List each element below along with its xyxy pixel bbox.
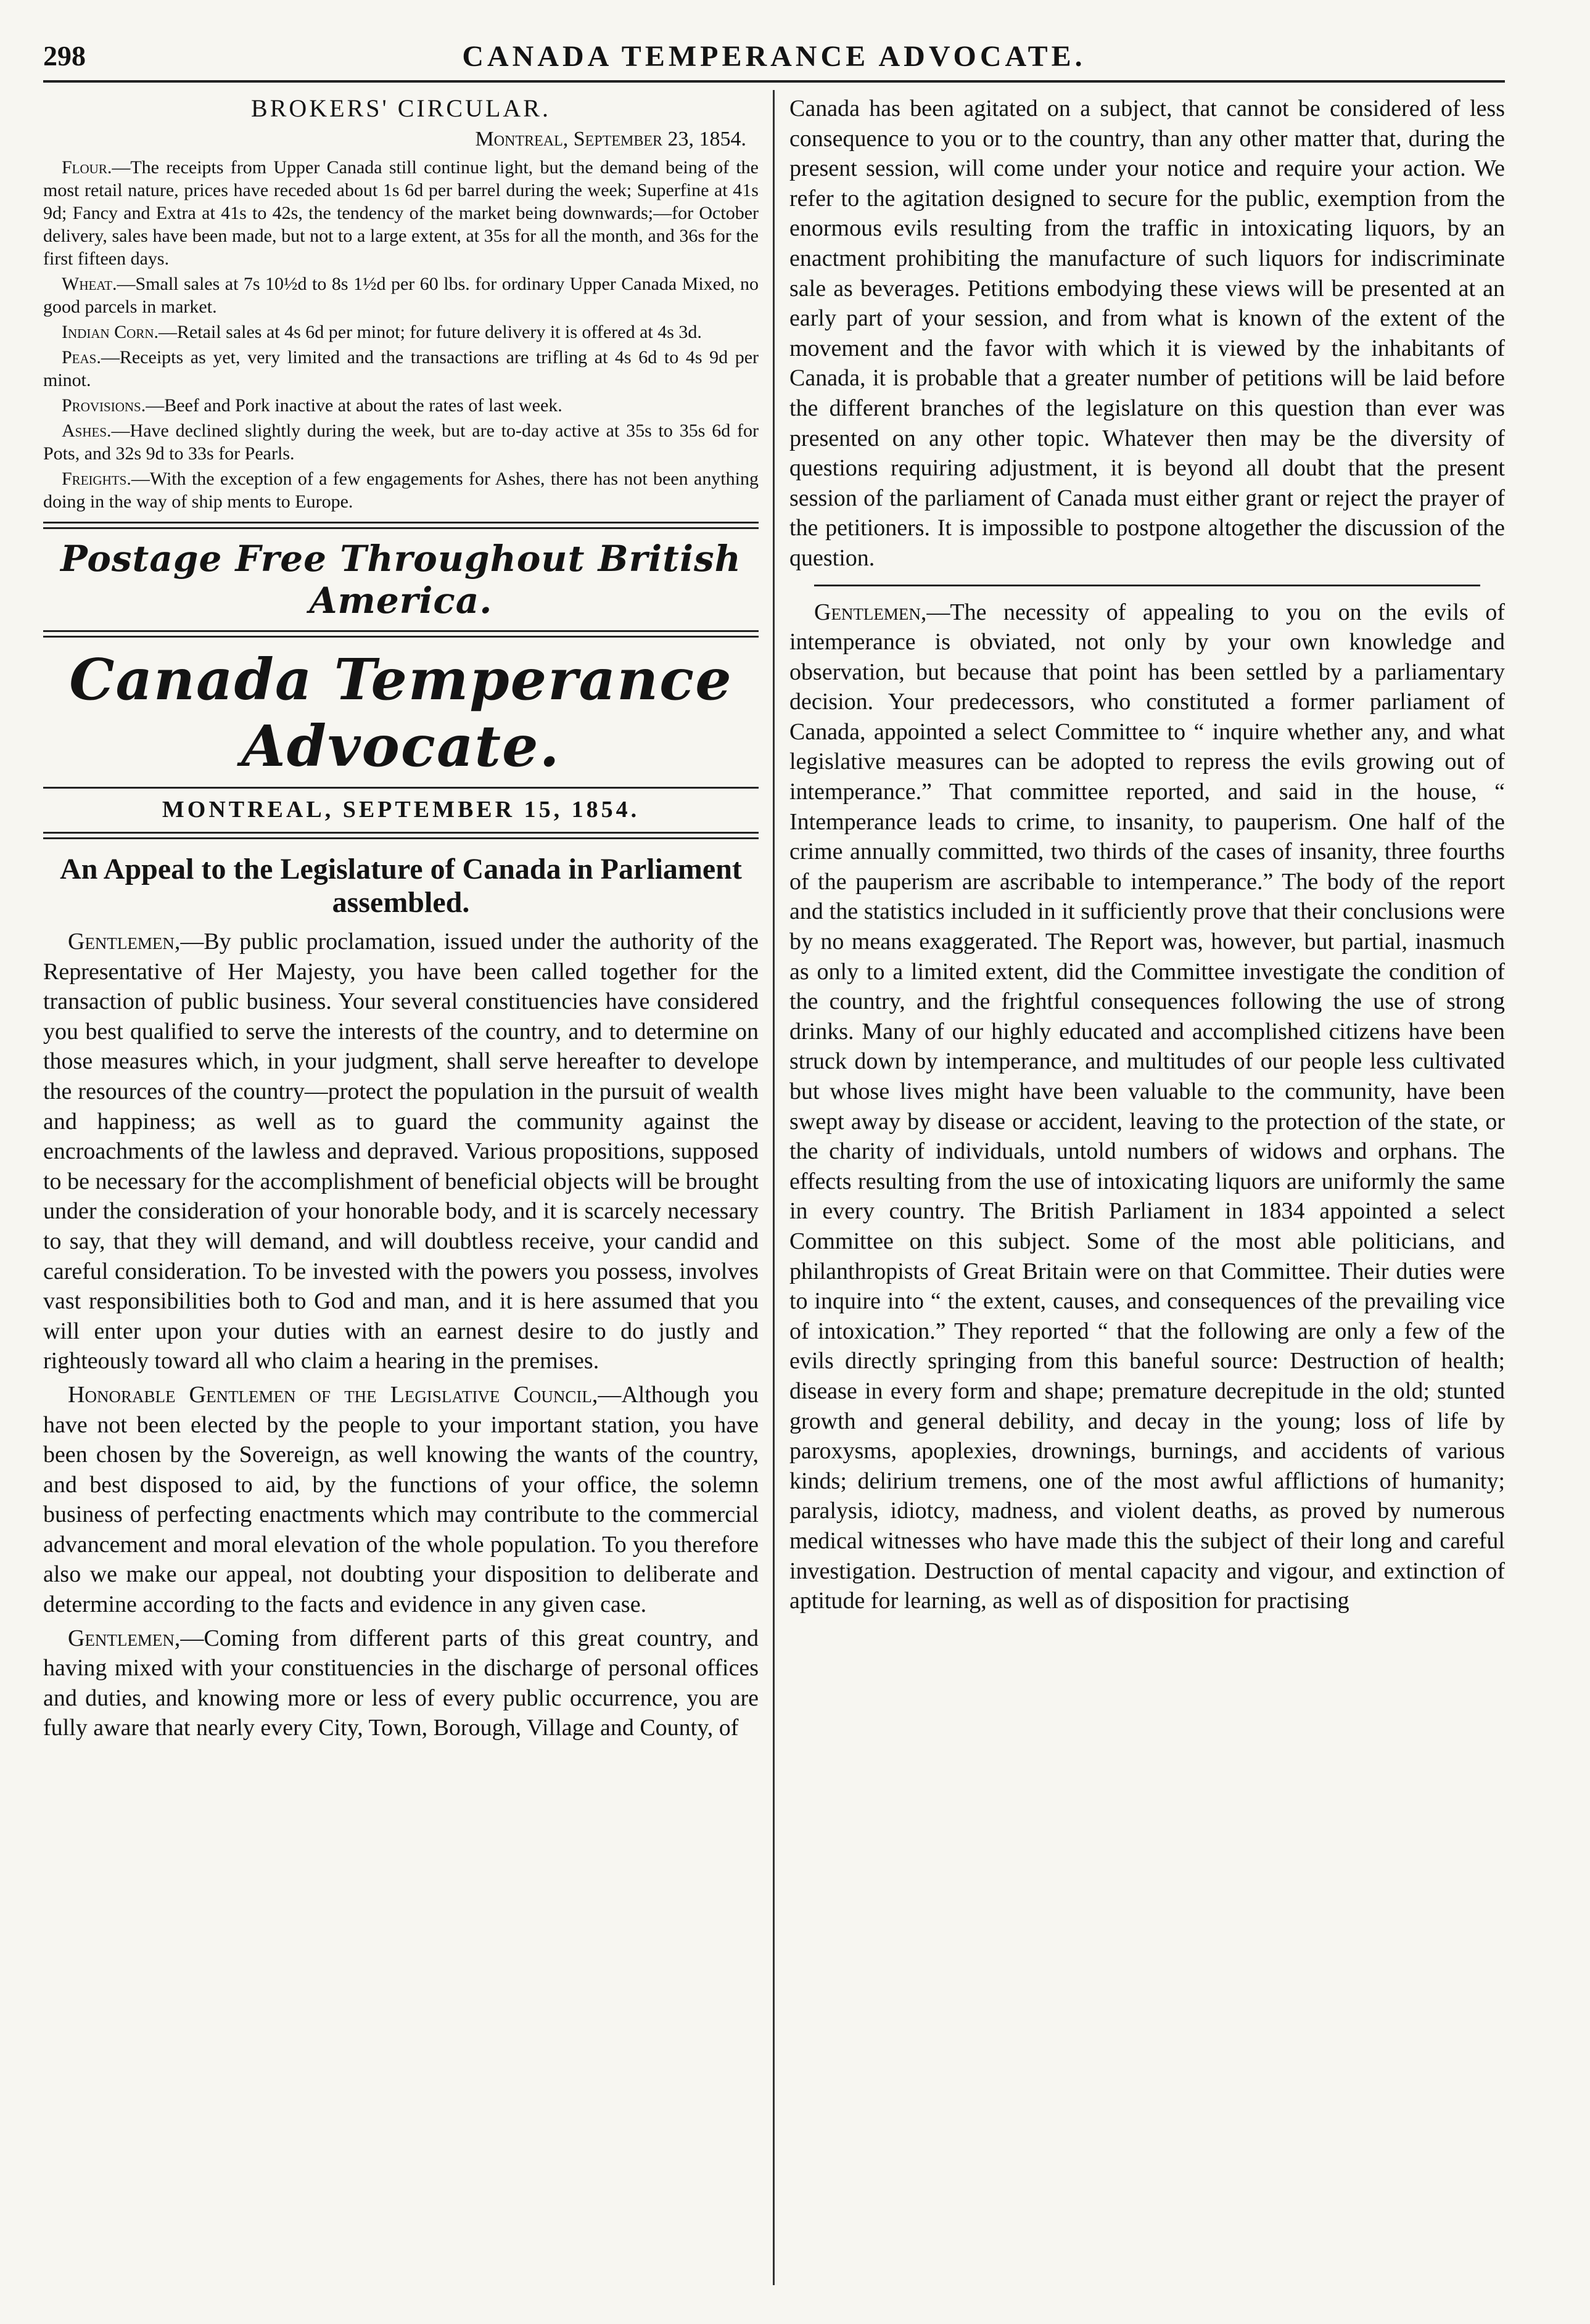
article-paragraph: Gentlemen,—Coming from different parts of this great country, and having mixed with your constituencies in the discharge of personal offices and duties, and knowing more or less of every public occurrence, you are fully aware that nearly every City, Town, Borough, Village and County, of (43, 1625, 759, 1741)
market-item: Flour.—The receipts from Upper Canada still continue light, but the demand being of the most retail nature, prices have receded about 1s 6d per barrel during the week; Superfine at 41s 9d; Fancy and Extra at 41s to 42s, the tendency of the market being downwards;—for October delivery, sales have been made, but not to a large extent, at 35s for all the month, and 36s for the first fifteen days. (43, 157, 759, 269)
article-paragraph: Canada has been agitated on a subject, that cannot be considered of less consequence to you or to the country, than any other matter that, during the present session, will come under your notice and require your action. We refer to the agitation designed to secure for the public, exemption from the enormous evils resulting from the traffic in intoxicating liquors, by an enactment prohibiting the manufacture of such liquors for indiscriminate sale as beverages. Petitions embodying these views will be presented at an early part of your session, and from what is known of the extent of the movement and the favor with which it is viewed by the inhabitants of Canada, it is probable that a greater number of petitions will be laid before the different branches of the legislature on this question than ever was presented on any other topic. Whatever then may be the diversity of questions requiring adjustment, it is beyond all doubt that the present session of the parliament of Canada must either grant or reject the prayer of the petitioners. It is impossible to postpone altogether the discussion of the question. (789, 96, 1505, 571)
market-reports (43, 156, 759, 513)
column-divider (773, 90, 775, 2285)
double-rule (43, 522, 759, 529)
masthead-title: Canada Temperance Advocate. (69, 646, 733, 779)
market-item: Ashes.—Have declined slightly during the week, but are to-day active at 35s to 35s 6d for Pots, and 32s 9d to 33s for Pearls. (43, 421, 759, 464)
article-paragraph: Gentlemen,—By public proclamation, issued under the authority of the Representative of Her Majesty, you have been called together for the transaction of public business. Your several constituencies have considered you best qualified to serve the interests of the country, and to determine on those measures which, in your judgment, shall serve hereafter to develope the resources of the country—protect the population in the pursuit of wealth and happiness; as well as to guard the community against the encroachments of the lawless and depraved. Various propositions, supposed to be necessary for the accomplishment of beneficial objects will be brought under the consideration of your honorable body, and it is scarcely necessary to say, that they will demand, and will doubtless receive, your candid and careful consideration. To be invested with the powers you possess, involves vast responsibilities both to God and man, and it is here assumed that you will enter upon your duties with an earnest desire to do justly and righteously toward all who claim a hearing in the premises. (43, 929, 759, 1374)
postage-notice: Postage Free Throughout British America. (60, 538, 741, 622)
double-rule (43, 832, 759, 839)
article-body-left (43, 927, 759, 1743)
rule (814, 585, 1480, 586)
brokers-circular-date: Montreal, September 23, 1854. (475, 128, 746, 150)
market-item: Peas.—Receipts as yet, very limited and the transactions are trifling at 4s 6d to 4s 9d per minot. (43, 347, 759, 390)
page-header (43, 37, 1505, 83)
rule (43, 787, 759, 789)
brokers-circular-title: BROKERS' CIRCULAR. (251, 94, 551, 122)
market-item: Wheat.—Small sales at 7s 10½d to 8s 1½d per 60 lbs. for ordinary Upper Canada Mixed, no good parcels in market. (43, 274, 759, 317)
article-title: An Appeal to the Legislature of Canada in Parliament assembled. (60, 853, 742, 919)
market-item: Indian Corn.—Retail sales at 4s 6d per minot; for future delivery it is offered at 4s 3d. (62, 322, 702, 342)
newspaper-page (43, 37, 1505, 2288)
page-number: 298 (43, 40, 86, 72)
running-title: CANADA TEMPERANCE ADVOCATE. (462, 40, 1086, 73)
article-paragraph: Honorable Gentlemen of the Legislative Council,—Although you have not been elected by the people to your important station, you have been chosen by the Sovereign, as well knowing the wants of the country, and best disposed to aid, by the functions of your office, the solemn business of perfecting enactments which may contribute to the commercial advancement and moral elevation of the whole population. To you therefore also we make our appeal, not doubting your disposition to deliberate and determine according to the facts and evidence in any given case. (43, 1381, 759, 1618)
market-item: Provisions.—Beef and Pork inactive at about the rates of last week. (62, 395, 562, 416)
right-column (789, 94, 1505, 2283)
brokers-circular (43, 94, 759, 513)
dateline: MONTREAL, SEPTEMBER 15, 1854. (162, 797, 640, 823)
double-rule (43, 630, 759, 638)
article-paragraph: Gentlemen,—The necessity of appealing to you on the evils of intemperance is obviated, not only by your own knowledge and observation, but because that point has been settled by a parliamentary decision. Your predecessors, who constituted a former parliament of Canada, appointed a select Committee to “ inquire whether any, and what legislative measures can be adopted to repress the evils growing out of intemperance.” That committee reported, and said in the house, “ Intemperance leads to crime, to insanity, to pauperism. One half of the crime annually committed, two thirds of the cases of insanity, three fourths of the pauperism are ascribable to intemperance.” The body of the report and the statistics included in it sufficiently prove that their conclusions were by no means exaggerated. The Report was, however, but partial, inasmuch as only to a limited extent, did the Committee investigate the condition of the country, and the frightful consequences following the use of strong drinks. Many of our highly educated and accomplished citizens have been struck down by intemperance, and multitudes of our people less cultivated but whose lives might have been valuable to the community, have been swept away by disease or accident, leaving to the protection of the state, or the charity of individuals, untold numbers of widows and orphans. The effects resulting from the use of intoxicating liquors are uniformly the same in every country. The British Parliament in 1834 appointed a select Committee on this subject. Some of the most able politicians, and philanthropists of Great Britain were on that Committee. Their duties were to inquire into “ the extent, causes, and consequences of the prevailing vice of intoxication.” They reported “ that the following are only a few of the evils directly springing from this baneful source: Destruction of health; disease in every form and shape; premature decrepitude in the old; stunted growth and general debility, and decay in the young; loss of life by paroxysms, apoplexies, drownings, burnings, and accidents of various kinds; delirium tremens, one of the most awful afflictions of humanity; paralysis, idiotcy, madness, and violent deaths, as proved by numerous medical witnesses who have made this the subject of their long and careful investigation. Destruction of mental capacity and vigour, and extinction of aptitude for learning, as well as of disposition for practising (789, 599, 1505, 1614)
market-item: Freights.—With the exception of a few engagements for Ashes, there has not been anything doing in the way of ship ments to Europe. (43, 469, 759, 512)
article-body-right (789, 94, 1505, 1616)
left-column (43, 94, 759, 2283)
